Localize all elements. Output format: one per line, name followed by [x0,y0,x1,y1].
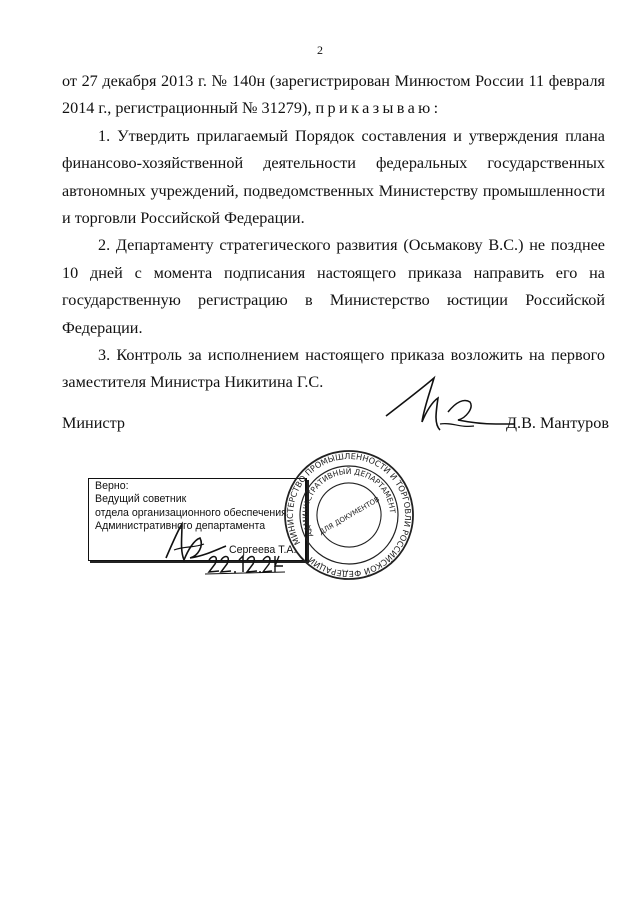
seal-outer-text: МИНИСТЕРСТВО ПРОМЫШЛЕННОСТИ И ТОРГОВЛИ РОССИЙСКОЙ ФЕДЕРАЦИИ [284,450,414,580]
signatory-name: Д.В. Мантуров [506,414,610,432]
order-item-1: 1. Утвердить прилагаемый Порядок составления и утверждения плана финансово-хозяйственной деятельности федеральных государственных автономных учреждений, подведомственных Министерству промышленности и торговли Российской Федерации. [62,126,605,228]
minister-signature [378,372,518,438]
order-item-2: 2. Департаменту стратегического развития (Осьмакову В.С.) не позднее 10 дней с момента подписания настоящего приказа направить его на государственную регистрацию в Министерство юстиции Российской Федерации. [62,236,605,337]
order-item-3: 3. Контроль за исполнением настоящего приказа возложить на первого заместителя Министра Никитина Г.С. [62,346,605,392]
certifier-name: Сергеева Т.А. [229,544,297,556]
certification-line-1: Верно: [95,480,129,492]
certification-line-4: Административного департамента [95,520,266,533]
official-seal [283,449,415,581]
certification-line-2: Ведущий советник [95,493,187,506]
order-body [62,68,605,397]
order-preamble [62,68,605,123]
order-word: приказываю: [315,99,442,118]
preamble-text: от 27 декабря 2013 г. № 140н (зарегистрирован Минюстом России 11 февраля 2014 г., регистрационный № 31279), [62,72,605,118]
certification-line-3: отдела организационного обеспечения [95,506,287,519]
handwritten-date [205,552,285,578]
signatory-position: Министр [62,414,125,432]
page-number: 2 [317,43,323,57]
seal-center-text: ДЛЯ ДОКУМЕНТОВ [317,495,382,537]
seal-inner-text: АДМИНИСТРАТИВНЫЙ ДЕПАРТАМЕНТ [300,466,398,539]
